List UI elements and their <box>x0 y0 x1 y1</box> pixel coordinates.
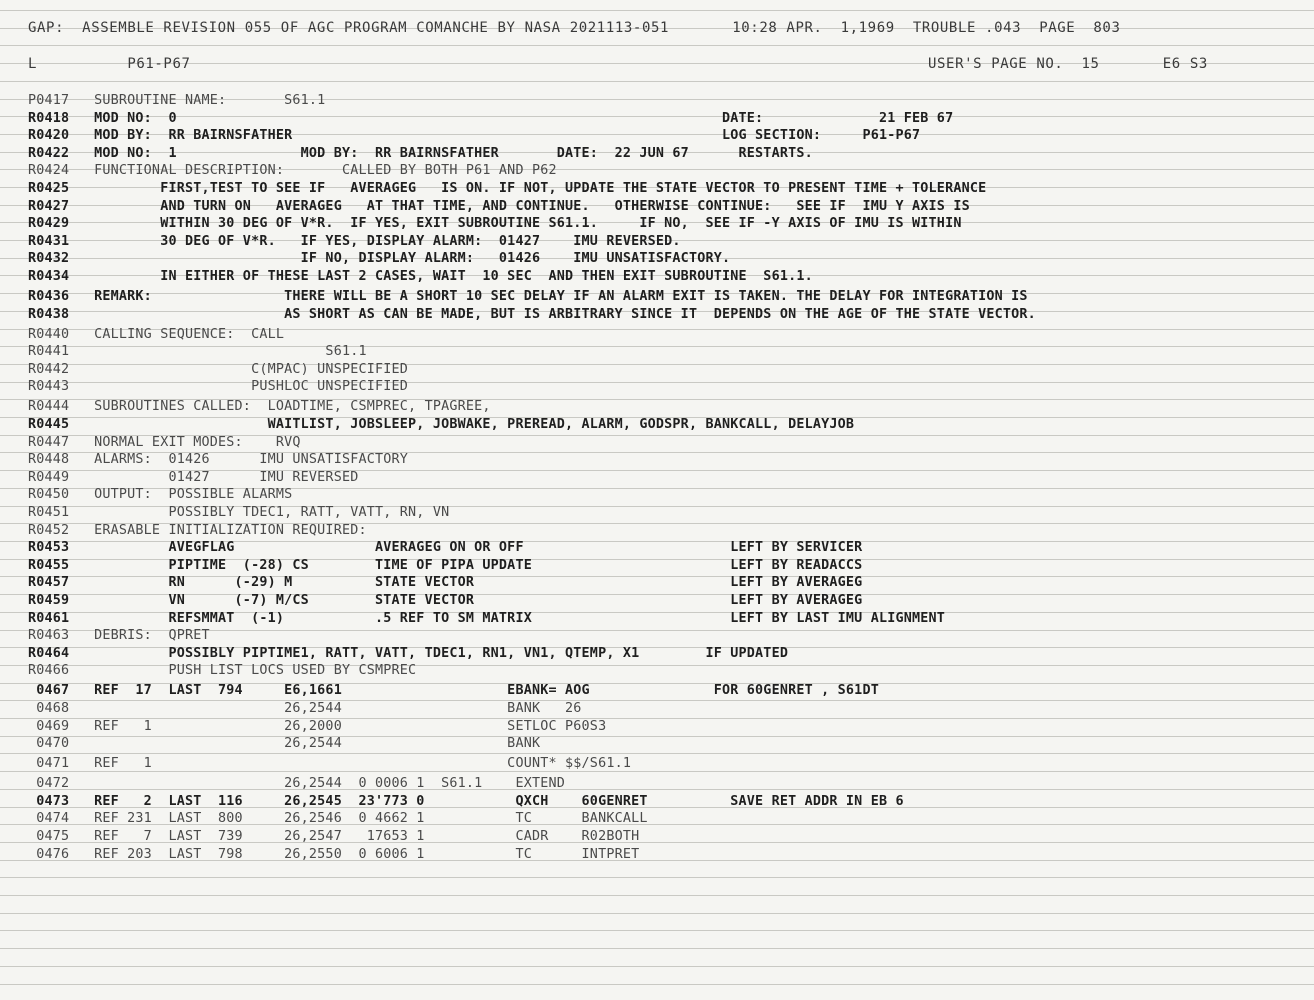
listing-line: R0420 MOD BY: RR BAIRNSFATHER LOG SECTION: P61-P67 <box>28 128 921 143</box>
listing-line: R0464 POSSIBLY PIPTIME1, RATT, VATT, TDEC1, RN1, VN1, QTEMP, X1 IF UPDATED <box>28 646 789 661</box>
listing-line: P0417 SUBROUTINE NAME: S61.1 <box>28 93 326 108</box>
listing-line: R0432 IF NO, DISPLAY ALARM: 01426 IMU UNSATISFACTORY. <box>28 251 731 266</box>
paper-rule-line <box>0 930 1314 931</box>
paper-rule-line <box>0 753 1314 754</box>
section-label: L P61-P67 <box>28 56 191 72</box>
listing-line: R0463 DEBRIS: QPRET <box>28 628 210 643</box>
listing-line: 0470 26,2544 BANK <box>28 736 541 751</box>
listing-line: R0459 VN (-7) M/CS STATE VECTOR LEFT BY AVERAGEG <box>28 593 863 608</box>
listing-line: R0425 FIRST,TEST TO SEE IF AVERAGEG IS ON. IF NOT, UPDATE THE STATE VECTOR TO PRESENT TIME + TOLERANCE <box>28 181 987 196</box>
listing-line: 0469 REF 1 26,2000 SETLOC P60S3 <box>28 719 607 734</box>
listing-line: R0457 RN (-29) M STATE VECTOR LEFT BY AVERAGEG <box>28 575 863 590</box>
listing-line: 0476 REF 203 LAST 798 26,2550 0 6006 1 TC INTPRET <box>28 847 640 862</box>
paper-rule-line <box>0 81 1314 82</box>
listing-line: R0434 IN EITHER OF THESE LAST 2 CASES, WAIT 10 SEC AND THEN EXIT SUBROUTINE S61.1. <box>28 269 813 284</box>
listing-line: R0451 POSSIBLY TDEC1, RATT, VATT, RN, VN <box>28 505 450 520</box>
paper-rule-line <box>0 948 1314 949</box>
listing-line: R0444 SUBROUTINES CALLED: LOADTIME, CSMPREC, TPAGREE, <box>28 399 491 414</box>
listing-line: 0473 REF 2 LAST 116 26,2545 23'773 0 QXCH 60GENRET SAVE RET ADDR IN EB 6 <box>28 794 904 809</box>
listing-line: R0418 MOD NO: 0 DATE: 21 FEB 67 <box>28 111 954 126</box>
listing-line: R0424 FUNCTIONAL DESCRIPTION: CALLED BY BOTH P61 AND P62 <box>28 163 557 178</box>
paper-rule-line <box>0 895 1314 896</box>
listing-line: R0441 S61.1 <box>28 344 367 359</box>
listing-line: R0452 ERASABLE INITIALIZATION REQUIRED: <box>28 523 367 538</box>
paper-rule-line <box>0 45 1314 46</box>
listing-line: R0429 WITHIN 30 DEG OF V*R. IF YES, EXIT SUBROUTINE S61.1. IF NO, SEE IF -Y AXIS OF IMU IS WITHIN <box>28 216 962 231</box>
listing-line: R0461 REFSMMAT (-1) .5 REF TO SM MATRIX LEFT BY LAST IMU ALIGNMENT <box>28 611 946 626</box>
listing-line: 0468 26,2544 BANK 26 <box>28 701 582 716</box>
listing-line: R0445 WAITLIST, JOBSLEEP, JOBWAKE, PREREAD, ALARM, GODSPR, BANKCALL, DELAYJOB <box>28 417 855 432</box>
paper-rule-line <box>0 877 1314 878</box>
listing-line: R0422 MOD NO: 1 MOD BY: RR BAIRNSFATHER DATE: 22 JUN 67 RESTARTS. <box>28 146 813 161</box>
listing-line: R0453 AVEGFLAG AVERAGEG ON OR OFF LEFT BY SERVICER <box>28 540 863 555</box>
user-page-number: USER'S PAGE NO. 15 E6 S3 <box>928 56 1208 72</box>
listing-line: R0442 C(MPAC) UNSPECIFIED <box>28 362 409 377</box>
page-header-line: GAP: ASSEMBLE REVISION 055 OF AGC PROGRAM COMANCHE BY NASA 2021113-051 10:28 APR. 1,1969 TROUBLE .043 PAGE 803 <box>28 20 1121 36</box>
listing-line: R0447 NORMAL EXIT MODES: RVQ <box>28 435 301 450</box>
paper-rule-line <box>0 966 1314 967</box>
paper-rule-line <box>0 10 1314 11</box>
listing-line: R0431 30 DEG OF V*R. IF YES, DISPLAY ALARM: 01427 IMU REVERSED. <box>28 234 681 249</box>
listing-line: 0467 REF 17 LAST 794 E6,1661 EBANK= AOG FOR 60GENRET , S61DT <box>28 683 879 698</box>
listing-line: 0474 REF 231 LAST 800 26,2546 0 4662 1 TC BANKCALL <box>28 811 648 826</box>
listing-line: R0450 OUTPUT: POSSIBLE ALARMS <box>28 487 293 502</box>
listing-line: R0440 CALLING SEQUENCE: CALL <box>28 327 285 342</box>
paper-rule-line <box>0 913 1314 914</box>
listing-line: 0475 REF 7 LAST 739 26,2547 17653 1 CADR R02BOTH <box>28 829 640 844</box>
listing-line: R0455 PIPTIME (-28) CS TIME OF PIPA UPDATE LEFT BY READACCS <box>28 558 863 573</box>
listing-line: R0448 ALARMS: 01426 IMU UNSATISFACTORY <box>28 452 409 467</box>
paper-rule-line <box>0 984 1314 985</box>
listing-line: R0443 PUSHLOC UNSPECIFIED <box>28 379 409 394</box>
listing-line: R0436 REMARK: THERE WILL BE A SHORT 10 SEC DELAY IF AN ALARM EXIT IS TAKEN. THE DELAY FOR INTEGRATION IS <box>28 289 1028 304</box>
listing-line: R0466 PUSH LIST LOCS USED BY CSMPREC <box>28 663 417 678</box>
listing-line: 0471 REF 1 COUNT* $$/S61.1 <box>28 756 632 771</box>
listing-line: R0427 AND TURN ON AVERAGEG AT THAT TIME, AND CONTINUE. OTHERWISE CONTINUE: SEE IF IMU Y AXIS IS <box>28 199 970 214</box>
listing-line: R0438 AS SHORT AS CAN BE MADE, BUT IS ARBITRARY SINCE IT DEPENDS ON THE AGE OF THE STATE VECTOR. <box>28 307 1036 322</box>
listing-line: 0472 26,2544 0 0006 1 S61.1 EXTEND <box>28 776 566 791</box>
listing-line: R0449 01427 IMU REVERSED <box>28 470 359 485</box>
